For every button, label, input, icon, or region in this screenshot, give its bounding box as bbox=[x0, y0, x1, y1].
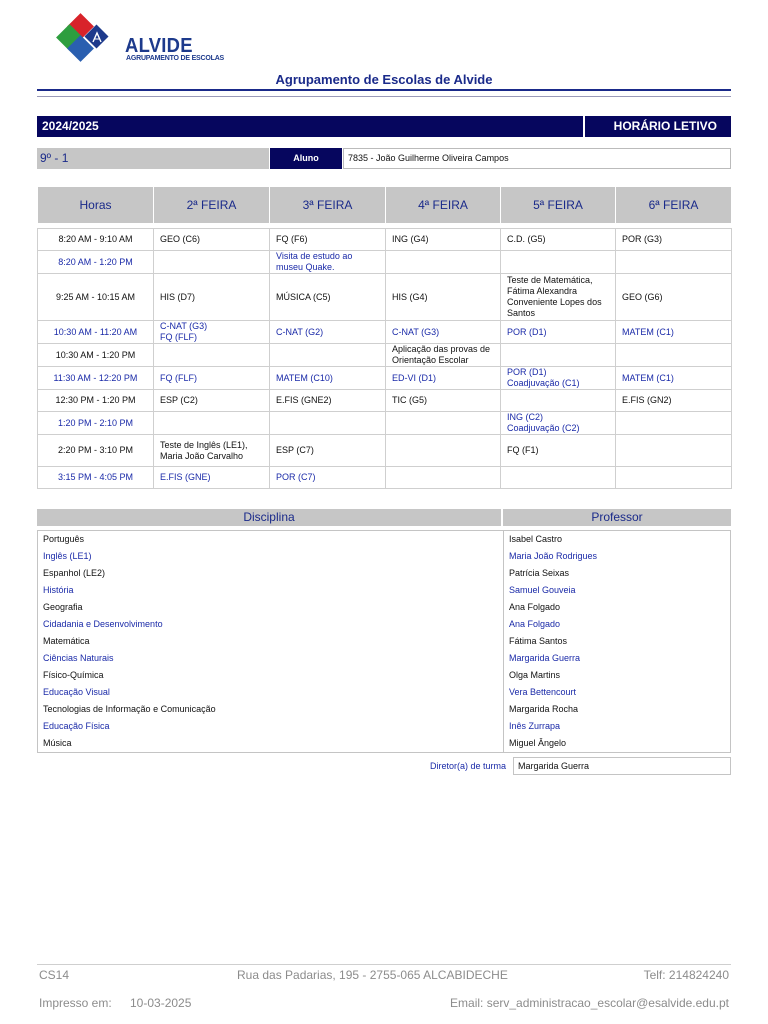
professor-name: Margarida Rocha bbox=[509, 704, 579, 714]
student-label: Aluno bbox=[270, 148, 342, 169]
discipline-row bbox=[38, 667, 730, 684]
discipline-name: Matemática bbox=[43, 636, 90, 646]
schedule-cell: GEO (C6) bbox=[154, 229, 270, 251]
schedule-time: 1:20 PM - 2:10 PM bbox=[38, 412, 154, 435]
discipline-row bbox=[38, 582, 730, 599]
discipline-row bbox=[38, 684, 730, 701]
header-divider-thin bbox=[37, 96, 731, 97]
schedule-cell bbox=[616, 467, 732, 489]
schedule-cell bbox=[616, 435, 732, 467]
schedule-cell: MATEM (C1) bbox=[616, 367, 732, 390]
header-thursday: 5ª FEIRA bbox=[501, 187, 616, 224]
schedule-cell bbox=[154, 412, 270, 435]
discipline-header: Disciplina bbox=[37, 509, 501, 526]
discipline-row bbox=[38, 718, 730, 735]
schedule-time: 11:30 AM - 12:20 PM bbox=[38, 367, 154, 390]
schedule-cell bbox=[501, 251, 616, 274]
schedule-time: 2:20 PM - 3:10 PM bbox=[38, 435, 154, 467]
schedule-cell: ESP (C2) bbox=[154, 390, 270, 412]
schedule-cell: Visita de estudo ao museu Quake. bbox=[270, 251, 386, 274]
discipline-row bbox=[38, 599, 730, 616]
schedule-time: 8:20 AM - 9:10 AM bbox=[38, 229, 154, 251]
schedule-cell bbox=[386, 435, 501, 467]
header-monday: 2ª FEIRA bbox=[154, 187, 270, 224]
schedule-time: 9:25 AM - 10:15 AM bbox=[38, 274, 154, 321]
schedule-cell: MATEM (C10) bbox=[270, 367, 386, 390]
logo-subtitle: AGRUPAMENTO DE ESCOLAS bbox=[126, 55, 225, 62]
schedule-time: 3:15 PM - 4:05 PM bbox=[38, 467, 154, 489]
discipline-row bbox=[38, 531, 730, 548]
footer-address: Rua das Padarias, 195 - 2755-065 ALCABIDECHE bbox=[237, 968, 508, 982]
schedule-cell: E.FIS (GNE) bbox=[154, 467, 270, 489]
discipline-row bbox=[38, 548, 730, 565]
schedule-cell bbox=[386, 251, 501, 274]
schedule-time: 10:30 AM - 1:20 PM bbox=[38, 344, 154, 367]
schedule-cell: HIS (D7) bbox=[154, 274, 270, 321]
professor-name: Fátima Santos bbox=[509, 636, 568, 646]
school-year: 2024/2025 bbox=[37, 116, 583, 137]
footer-printed-label: Impresso em: bbox=[39, 996, 112, 1010]
schedule-cell: C.D. (G5) bbox=[501, 229, 616, 251]
header-friday: 6ª FEIRA bbox=[616, 187, 732, 224]
header-wednesday: 4ª FEIRA bbox=[386, 187, 501, 224]
footer-divider bbox=[37, 964, 731, 965]
footer-email: Email: serv_administracao_escolar@esalvide.edu.pt bbox=[450, 996, 729, 1010]
class-name: 9º - 1 bbox=[37, 148, 269, 169]
schedule-cell: ESP (C7) bbox=[270, 435, 386, 467]
class-director-value: Margarida Guerra bbox=[513, 757, 731, 775]
report-title: HORÁRIO LETIVO bbox=[585, 116, 731, 137]
discipline-row bbox=[38, 701, 730, 718]
schedule-row bbox=[38, 435, 732, 467]
header-hours: Horas bbox=[38, 187, 154, 224]
schedule-cell: C-NAT (G3) FQ (FLF) bbox=[154, 321, 270, 344]
class-director-label: Diretor(a) de turma bbox=[429, 761, 506, 771]
schedule-cell: C-NAT (G3) bbox=[386, 321, 501, 344]
schedule-cell: ING (C2) Coadjuvação (C2) bbox=[501, 412, 616, 435]
professor-header: Professor bbox=[503, 509, 731, 526]
discipline-row bbox=[38, 616, 730, 633]
schedule-cell: MÚSICA (C5) bbox=[270, 274, 386, 321]
schedule-cell bbox=[386, 467, 501, 489]
professor-name: Ana Folgado bbox=[509, 602, 561, 612]
discipline-name: Educação Visual bbox=[43, 687, 110, 697]
schedule-cell bbox=[501, 467, 616, 489]
logo-wordmark: ALVIDE bbox=[125, 35, 193, 57]
schedule-row bbox=[38, 344, 732, 367]
schedule-cell: HIS (G4) bbox=[386, 274, 501, 321]
schedule-cell bbox=[616, 412, 732, 435]
footer-phone: Telf: 214824240 bbox=[643, 968, 729, 982]
school-logo bbox=[56, 14, 225, 66]
schedule-row bbox=[38, 321, 732, 344]
schedule-body bbox=[38, 229, 732, 489]
schedule-cell: MATEM (C1) bbox=[616, 321, 732, 344]
professor-name: Patrícia Seixas bbox=[509, 568, 570, 578]
discipline-name: Música bbox=[43, 738, 72, 748]
discipline-name: Geografia bbox=[43, 602, 83, 612]
schedule-row bbox=[38, 229, 732, 251]
discipline-name: Espanhol (LE2) bbox=[43, 568, 106, 578]
schedule-cell bbox=[154, 251, 270, 274]
class-info-row bbox=[37, 148, 731, 169]
professor-name: Margarida Guerra bbox=[509, 653, 581, 663]
professor-name: Ana Folgado bbox=[509, 619, 561, 629]
schedule-table bbox=[37, 186, 732, 489]
schedule-cell bbox=[616, 251, 732, 274]
schedule-time: 10:30 AM - 11:20 AM bbox=[38, 321, 154, 344]
schedule-cell: Teste de Matemática, Fátima Alexandra Conveniente Lopes dos Santos bbox=[501, 274, 616, 321]
schedule-cell: POR (D1) Coadjuvação (C1) bbox=[501, 367, 616, 390]
discipline-row bbox=[38, 565, 730, 582]
footer-code: CS14 bbox=[39, 968, 70, 982]
schedule-header-row bbox=[38, 187, 732, 224]
professor-name: Samuel Gouveia bbox=[509, 585, 576, 595]
schedule-cell bbox=[386, 412, 501, 435]
discipline-name: Tecnologias de Informação e Comunicação bbox=[43, 704, 216, 714]
schedule-cell: FQ (F1) bbox=[501, 435, 616, 467]
schedule-cell: TIC (G5) bbox=[386, 390, 501, 412]
schedule-row bbox=[38, 251, 732, 274]
schedule-cell: Teste de Inglês (LE1), Maria João Carvalho bbox=[154, 435, 270, 467]
school-title: Agrupamento de Escolas de Alvide bbox=[275, 72, 493, 87]
schedule-cell: FQ (F6) bbox=[270, 229, 386, 251]
discipline-name: Português bbox=[43, 534, 85, 544]
schedule-cell: ING (G4) bbox=[386, 229, 501, 251]
professor-name: Vera Bettencourt bbox=[509, 687, 577, 697]
schedule-cell: E.FIS (GN2) bbox=[616, 390, 732, 412]
discipline-row bbox=[38, 735, 730, 752]
year-bar bbox=[37, 116, 731, 137]
schedule-cell bbox=[616, 344, 732, 367]
schedule-cell: ED-VI (D1) bbox=[386, 367, 501, 390]
schedule-cell bbox=[154, 344, 270, 367]
schedule-cell: POR (G3) bbox=[616, 229, 732, 251]
schedule-cell: E.FIS (GNE2) bbox=[270, 390, 386, 412]
schedule-cell bbox=[501, 344, 616, 367]
discipline-name: Físico-Química bbox=[43, 670, 104, 680]
discipline-name: História bbox=[43, 585, 74, 595]
header-divider bbox=[37, 89, 731, 91]
header-tuesday: 3ª FEIRA bbox=[270, 187, 386, 224]
schedule-cell bbox=[501, 390, 616, 412]
schedule-row bbox=[38, 367, 732, 390]
footer-printed-date: 10-03-2025 bbox=[130, 996, 192, 1010]
schedule-row bbox=[38, 412, 732, 435]
schedule-cell: POR (C7) bbox=[270, 467, 386, 489]
logo-mark-icon bbox=[89, 30, 105, 44]
professor-name: Olga Martins bbox=[509, 670, 561, 680]
schedule-time: 8:20 AM - 1:20 PM bbox=[38, 251, 154, 274]
discipline-row bbox=[38, 650, 730, 667]
discipline-name: Cidadania e Desenvolvimento bbox=[43, 619, 163, 629]
discipline-list bbox=[37, 530, 731, 753]
schedule-cell: C-NAT (G2) bbox=[270, 321, 386, 344]
discipline-name: Ciências Naturais bbox=[43, 653, 114, 663]
schedule-time: 12:30 PM - 1:20 PM bbox=[38, 390, 154, 412]
discipline-row bbox=[38, 633, 730, 650]
schedule-cell: Aplicação das provas de Orientação Escolar bbox=[386, 344, 501, 367]
schedule-row bbox=[38, 390, 732, 412]
professor-name: Inês Zurrapa bbox=[509, 721, 561, 731]
professor-name: Isabel Castro bbox=[509, 534, 563, 544]
student-value: 7835 - João Guilherme Oliveira Campos bbox=[343, 148, 731, 169]
discipline-name: Inglês (LE1) bbox=[43, 551, 92, 561]
schedule-row bbox=[38, 467, 732, 489]
schedule-cell bbox=[270, 344, 386, 367]
professor-name: Maria João Rodrigues bbox=[509, 551, 598, 561]
schedule-cell: POR (D1) bbox=[501, 321, 616, 344]
schedule-cell bbox=[270, 412, 386, 435]
discipline-name: Educação Física bbox=[43, 721, 110, 731]
schedule-row bbox=[38, 274, 732, 321]
professor-name: Miguel Ângelo bbox=[509, 738, 567, 748]
schedule-cell: FQ (FLF) bbox=[154, 367, 270, 390]
schedule-cell: GEO (G6) bbox=[616, 274, 732, 321]
